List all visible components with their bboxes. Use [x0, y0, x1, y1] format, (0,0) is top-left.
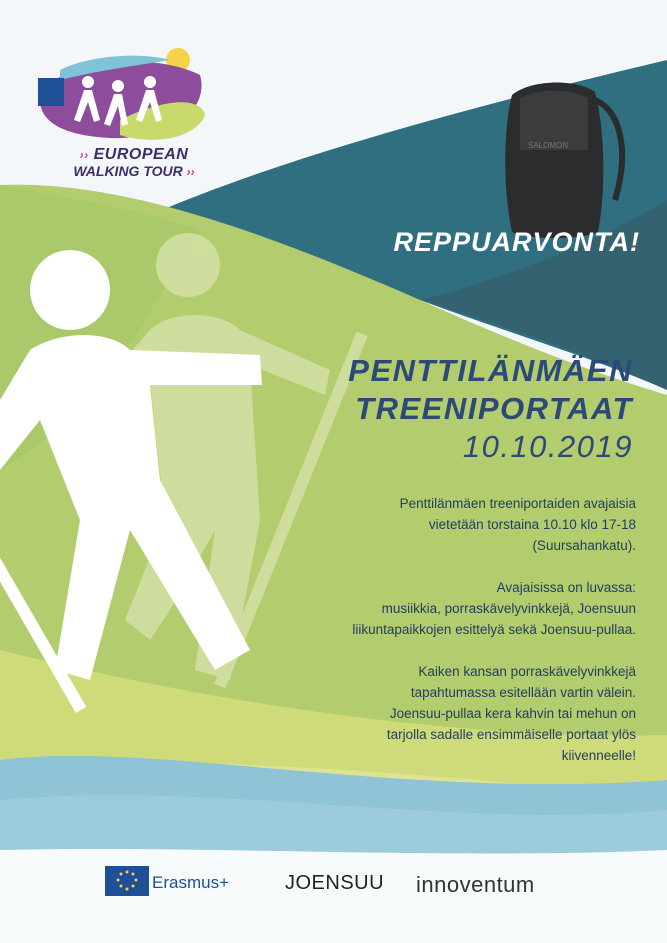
innoventum-logo: innoventum: [416, 872, 535, 897]
text-line: tapahtumassa esitellään vartin välein.: [410, 685, 636, 700]
event-date: 10.10.2019: [462, 429, 633, 464]
event-title: [330, 352, 633, 466]
erasmus-flag-graphic: [105, 866, 149, 896]
text-line: vietetään torstaina 10.10 klo 17-18: [428, 517, 636, 532]
joensuu-logo: JOENSUU: [285, 872, 385, 894]
text-line: Kaiken kansan porraskävelyvinkkejä: [418, 664, 636, 679]
text-line: Avajaisissa on luvassa:: [496, 580, 636, 595]
logo-line2: WALKING TOUR: [73, 163, 183, 179]
text-line: kiivenneelle!: [561, 748, 636, 763]
erasmus-logo: Erasmus+: [152, 873, 229, 892]
svg-text:SALOMON: SALOMON: [528, 141, 569, 150]
text-line: tarjolla sadalle ensimmäiselle portaat ylös: [386, 727, 636, 742]
text-line: Penttilänmäen treeniportaiden avajaisia: [399, 496, 636, 511]
text-line: (Suursahankatu).: [532, 538, 636, 553]
logo-line1: EUROPEAN: [93, 146, 189, 163]
raffle-banner: REPPUARVONTA!: [393, 227, 640, 257]
text-line: liikuntapaikkojen esittelyä sekä Joensuu-pullaa.: [352, 622, 636, 637]
paragraph-3: [280, 661, 636, 766]
logo-chevrons-left: ››: [79, 148, 89, 162]
event-description: [280, 493, 636, 787]
logo-wordmark: [54, 147, 214, 180]
text-line: musiikkia, porraskävelyvinkkejä, Joensuun: [381, 601, 636, 616]
paragraph-1: [280, 493, 636, 556]
paragraph-2: [280, 577, 636, 640]
text-line: Joensuu-pullaa kera kahvin tai mehun on: [389, 706, 636, 721]
title-line1: PENTTILÄNMÄEN: [348, 353, 633, 388]
logo-chevrons-right: ››: [186, 165, 195, 179]
title-line2: TREENIPORTAAT: [355, 391, 633, 426]
